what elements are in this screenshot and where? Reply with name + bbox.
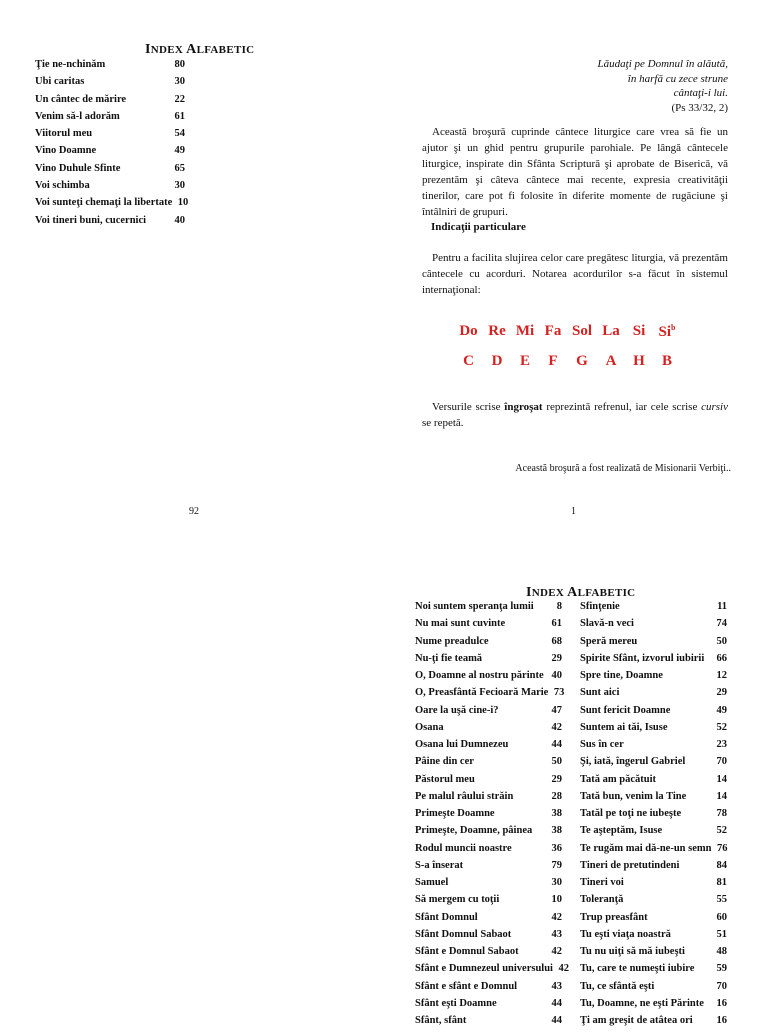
- intro-paragraph: Această broşură cuprinde cântece liturgice care vrea să fie un ajutor şi un ghid pentru grupurile parohiale. Pe lângă cântecele liturgice, inspirate din Sfânta Scriptură şi aprobate de Biserică, vă prezentăm şi câteva cântece mai recente, expresia creativităţii tinerilor, care pot fi folosite în diferite momente de rugăciune şi întâlniri de grupuri.: [422, 126, 728, 218]
- index-entry: [580, 756, 727, 773]
- index-entry: [35, 180, 185, 197]
- entry-page: 22: [174, 93, 185, 105]
- entry-title: Voi schimba: [35, 180, 90, 192]
- entry-title: Sfânt eşti Doamne: [415, 997, 497, 1009]
- italic-word: cursiv: [701, 401, 728, 413]
- index-entry: [415, 756, 562, 773]
- entry-page: 52: [716, 825, 727, 837]
- entry-title: Te aşteptăm, Isuse: [580, 825, 663, 837]
- psalm-quote: [598, 57, 728, 115]
- entry-page: 49: [716, 704, 727, 716]
- entry-title: Primeşte Doamne: [415, 808, 495, 819]
- entry-page: 65: [174, 162, 185, 174]
- section-heading: Indicaţii particulare: [431, 221, 526, 233]
- entry-title: Sfânt e Dumnezeul universului: [415, 963, 553, 975]
- entry-page: 16: [716, 1015, 727, 1026]
- entry-title: Sfânt e sfânt e Domnul: [415, 980, 518, 992]
- entry-page: 30: [174, 180, 185, 192]
- letter-label: A: [605, 353, 617, 369]
- entry-title: Slavă-n veci: [580, 618, 634, 630]
- entry-title: Suntem ai tăi, Isuse: [580, 721, 668, 733]
- index-entry: [415, 998, 562, 1015]
- index-title: INDEX ALFABETIC: [145, 42, 255, 57]
- entry-title: Să mergem cu toţii: [415, 894, 500, 906]
- entry-page: 76: [716, 842, 728, 854]
- verse-note-paragraph: Versurile scrise îngroşat reprezintă refrenul, iar cele scrise cursiv se repetă.: [422, 401, 728, 429]
- index-column-right: [580, 601, 727, 1032]
- entry-page: 38: [551, 825, 562, 837]
- entry-page: 44: [551, 997, 562, 1009]
- entry-title: Pâine din cer: [415, 756, 474, 768]
- entry-title: Ţi am greşit de atâtea ori: [580, 1015, 693, 1026]
- entry-title: Tu eşti viaţa noastră: [580, 928, 671, 940]
- index-entry: [35, 145, 185, 162]
- entry-page: 30: [551, 877, 562, 888]
- entry-title: Spre tine, Doamne: [580, 670, 663, 681]
- note-label: Si: [632, 323, 646, 339]
- index-column-left: [415, 601, 569, 1032]
- index-entry: [580, 636, 727, 653]
- index-entry: [415, 860, 562, 877]
- entry-title: Tineri voi: [580, 877, 624, 888]
- entry-title: Sfânt Domnul Sabaot: [415, 928, 512, 940]
- entry-title: Sfânt, sfânt: [415, 1015, 467, 1026]
- quote-reference: (Ps 33/32, 2): [671, 101, 728, 114]
- entry-title: Te rugăm mai dă-ne-un semn: [580, 842, 712, 854]
- note-label: La: [602, 323, 620, 339]
- entry-page: 43: [551, 928, 562, 940]
- index-title: INDEX ALFABETIC: [526, 585, 636, 600]
- entry-page: 11: [717, 601, 727, 612]
- flat-sign: b: [671, 323, 676, 332]
- index-entry: [580, 670, 727, 687]
- entry-page: 79: [551, 859, 562, 871]
- page-number: 1: [571, 506, 576, 517]
- entry-page: 23: [716, 739, 727, 750]
- entry-title: Spirite Sfânt, izvorul iubirii: [580, 652, 705, 664]
- entry-page: 61: [174, 110, 185, 122]
- entry-title: Sfânt e Domnul Sabaot: [415, 946, 519, 957]
- entry-title: Şi, iată, îngerul Gabriel: [580, 756, 686, 768]
- entry-title: Oare la uşă cine-i?: [415, 704, 499, 716]
- index-entry: [580, 843, 727, 860]
- credit-line: Această broşură a fost realizată de Misionarii Verbiţi..: [515, 463, 731, 474]
- entry-page: 50: [716, 635, 727, 647]
- entry-page: 10: [177, 197, 189, 209]
- index-entry: [35, 215, 185, 232]
- entry-title: Sunt aici: [580, 687, 620, 699]
- entry-page: 49: [174, 145, 185, 157]
- entry-page: 68: [551, 635, 562, 647]
- entry-page: 73: [553, 687, 565, 699]
- index-entry: [580, 963, 727, 980]
- entry-page: 14: [716, 773, 727, 785]
- entry-title: Vino Duhule Sfinte: [35, 162, 121, 174]
- entry-page: 47: [551, 704, 562, 716]
- entry-page: 74: [716, 618, 727, 630]
- entry-title: Ubi caritas: [35, 76, 85, 88]
- note-label: Do: [459, 323, 478, 339]
- index-entry: [35, 94, 185, 111]
- index-entry: [580, 894, 727, 911]
- entry-title: Ţie ne-nchinăm: [35, 59, 106, 70]
- index-entry: [415, 808, 562, 825]
- index-entry: [580, 998, 727, 1015]
- index-entry: [415, 791, 562, 808]
- note-label: Fa: [544, 323, 562, 339]
- entry-title: O, Preasfântă Fecioară Marie: [415, 687, 549, 699]
- entry-title: Tu nu uiţi să mă iubeşti: [580, 946, 685, 957]
- entry-page: 70: [716, 980, 727, 992]
- entry-page: 30: [174, 76, 185, 88]
- index-entry: [415, 843, 562, 860]
- index-entry: [415, 929, 562, 946]
- index-entry: [35, 197, 189, 214]
- quote-line: cântaţi-i lui.: [673, 87, 728, 99]
- index-page-continued: [384, 570, 768, 1024]
- index-entry: [415, 705, 562, 722]
- entry-title: Vino Doamne: [35, 145, 97, 157]
- entry-page: 61: [551, 618, 562, 630]
- entry-title: Pe malul râului străin: [415, 790, 514, 802]
- entry-title: Voi tineri buni, cucernici: [35, 214, 147, 226]
- index-entry: [35, 163, 185, 180]
- entry-page: 80: [174, 59, 185, 70]
- letter-label: D: [491, 353, 503, 369]
- note-label-flat: Si$^b$: [658, 323, 676, 340]
- entry-title: Tată am păcătuit: [580, 773, 657, 785]
- index-entry: [580, 618, 727, 635]
- entry-title: Un cântec de mărire: [35, 93, 127, 105]
- entry-page: 52: [716, 721, 727, 733]
- index-entry: [580, 946, 727, 963]
- index-entry: [580, 774, 727, 791]
- entry-title: Nu-ţi fie teamă: [415, 652, 483, 664]
- quote-line: Lăudaţi pe Domnul în alăută,: [597, 58, 728, 70]
- entry-title: Nu mai sunt cuvinte: [415, 618, 506, 630]
- entry-page: 44: [551, 1015, 562, 1026]
- index-entry: [415, 739, 562, 756]
- index-entry: [35, 59, 185, 76]
- index-entry: [415, 653, 562, 670]
- index-entry: [35, 76, 185, 93]
- index-entry: [415, 894, 562, 911]
- index-list: [35, 59, 189, 232]
- entry-title: Sfinţenie: [580, 601, 620, 612]
- entry-page: 42: [551, 946, 562, 957]
- entry-title: Osana: [415, 721, 444, 733]
- entry-page: 29: [716, 687, 727, 699]
- index-entry: [580, 601, 727, 618]
- entry-title: Tineri de pretutindeni: [580, 859, 680, 871]
- index-entry: [415, 825, 562, 842]
- entry-title: Speră mereu: [580, 635, 638, 647]
- index-entry: [415, 722, 562, 739]
- entry-page: 38: [551, 808, 562, 819]
- entry-title: Tatăl pe toţi ne iubeşte: [580, 808, 682, 819]
- entry-page: 28: [551, 790, 562, 802]
- index-entry: [580, 722, 727, 739]
- index-entry: [415, 946, 562, 963]
- index-entry: [415, 618, 562, 635]
- chords-paragraph: Pentru a facilita slujirea celor care pregătesc liturgia, vă prezentăm cântecele cu acorduri. Notarea acordurilor s-a făcut în sistemul internaţional:: [422, 252, 728, 296]
- note-label: Sol: [571, 323, 592, 339]
- entry-title: Sunt fericit Doamne: [580, 704, 671, 716]
- entry-page: 10: [551, 894, 562, 906]
- entry-page: 40: [551, 670, 562, 681]
- entry-title: Tu, ce sfântă eşti: [580, 980, 655, 992]
- letter-label: F: [548, 353, 558, 369]
- index-entry: [415, 912, 562, 929]
- entry-title: S-a înserat: [415, 859, 464, 871]
- entry-page: 66: [716, 652, 727, 664]
- index-entry: [415, 636, 562, 653]
- entry-title: Sfânt Domnul: [415, 911, 478, 923]
- entry-page: 84: [716, 859, 727, 871]
- index-entry: [580, 791, 727, 808]
- entry-page: 43: [551, 980, 562, 992]
- entry-title: Osana lui Dumnezeu: [415, 739, 509, 750]
- entry-page: 50: [551, 756, 562, 768]
- index-entry: [580, 653, 727, 670]
- entry-title: Samuel: [415, 877, 449, 888]
- entry-page: 8: [556, 601, 562, 612]
- index-entry: [415, 963, 569, 980]
- quote-line: în harfă cu zece strune: [627, 72, 728, 85]
- index-entry: [580, 825, 727, 842]
- letter-label: G: [576, 353, 588, 369]
- index-entry: [415, 670, 562, 687]
- index-entry: [415, 774, 562, 791]
- entry-title: Trup preasfânt: [580, 911, 648, 923]
- entry-page: 54: [174, 128, 185, 140]
- entry-title: Voi sunteţi chemaţi la libertate: [35, 197, 173, 209]
- index-entry: [35, 111, 185, 128]
- entry-title: Tată bun, venim la Tine: [580, 790, 687, 802]
- entry-title: Păstorul meu: [415, 773, 475, 785]
- entry-page: 40: [174, 214, 185, 226]
- intro-page-1: [384, 0, 768, 530]
- index-entry: [415, 981, 562, 998]
- entry-page: 29: [551, 773, 562, 785]
- entry-title: O, Doamne al nostru părinte: [415, 670, 544, 681]
- index-entry: [580, 981, 727, 998]
- note-label: Mi: [515, 323, 535, 339]
- entry-page: 42: [551, 721, 562, 733]
- solfege-row: [454, 323, 681, 341]
- page-number: 92: [189, 506, 199, 517]
- index-entry: [580, 739, 727, 756]
- entry-page: 51: [716, 928, 727, 940]
- entry-title: Primeşte, Doamne, pâinea: [415, 825, 533, 837]
- entry-title: Tu, Doamne, ne eşti Părinte: [580, 997, 704, 1009]
- entry-title: Sus în cer: [580, 739, 624, 750]
- entry-title: Nume preadulce: [415, 635, 489, 647]
- entry-page: 59: [716, 963, 727, 975]
- index-entry: [580, 929, 727, 946]
- index-entry: [580, 860, 727, 877]
- entry-title: Tu, care te numeşti iubire: [580, 963, 695, 975]
- entry-page: 48: [716, 946, 727, 957]
- entry-page: 44: [551, 739, 562, 750]
- index-page-92: [0, 0, 384, 530]
- entry-page: 55: [716, 894, 727, 906]
- index-entry: [35, 128, 185, 145]
- index-entry: [580, 808, 727, 825]
- letter-label: C: [463, 353, 474, 369]
- entry-page: 29: [551, 652, 562, 664]
- entry-page: 14: [716, 790, 727, 802]
- bold-word: îngroşat: [504, 401, 543, 413]
- index-entry: [580, 687, 727, 704]
- entry-title: Rodul muncii noastre: [415, 842, 512, 854]
- entry-page: 12: [716, 670, 727, 681]
- entry-page: 81: [716, 877, 727, 888]
- entry-page: 42: [551, 911, 562, 923]
- index-entry: [580, 877, 727, 894]
- index-entry: [580, 705, 727, 722]
- entry-title: Venim să-l adorăm: [35, 110, 120, 122]
- entry-page: 78: [716, 808, 727, 819]
- index-entry: [580, 912, 727, 929]
- letter-row: [454, 353, 681, 370]
- letter-label: H: [633, 353, 645, 369]
- letter-label: B: [661, 353, 672, 369]
- index-entry: [415, 687, 565, 704]
- index-entry: [415, 601, 562, 618]
- entry-title: Toleranţă: [580, 894, 624, 906]
- index-entry: [415, 877, 562, 894]
- entry-page: 70: [716, 756, 727, 768]
- letter-label: E: [519, 353, 530, 369]
- entry-page: 16: [716, 997, 727, 1009]
- note-label: Re: [488, 323, 506, 339]
- entry-title: Noi suntem speranţa lumii: [415, 601, 534, 612]
- entry-page: 60: [716, 911, 727, 923]
- entry-page: 36: [551, 842, 562, 854]
- entry-page: 42: [558, 963, 569, 975]
- entry-title: Viitorul meu: [35, 128, 93, 140]
